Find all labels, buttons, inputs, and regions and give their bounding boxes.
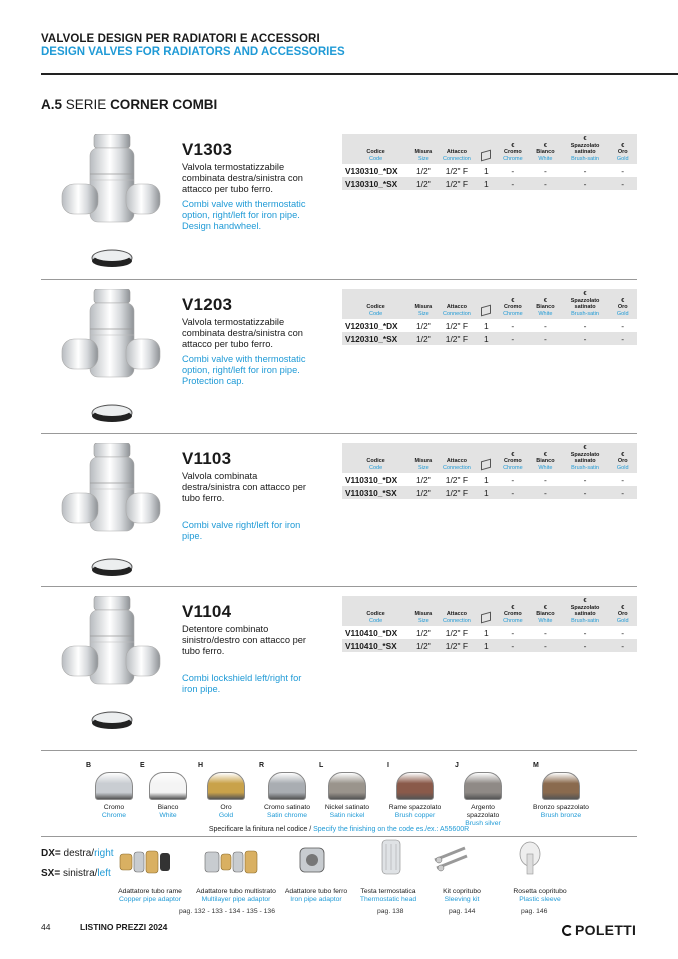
col-code: Codice Code <box>342 289 409 319</box>
row-oro: - <box>608 177 637 190</box>
finish-name-en: Chrome <box>101 812 127 819</box>
product-code: V1303 <box>182 140 233 159</box>
finish-name-en: Satin chrome <box>266 812 308 819</box>
valve-image <box>60 443 170 583</box>
finish-name-it: Rame spazzolato <box>388 804 442 811</box>
row-bianco: - <box>529 639 562 652</box>
row-cromo: - <box>497 332 530 345</box>
row-code: V110310_*SX <box>342 486 409 499</box>
finish-name-en: White <box>159 812 177 819</box>
row-bianco: - <box>543 474 547 485</box>
product-description-en: Combi valve with thermostatic option, right/left for iron pipe. Design handwheel. <box>182 199 306 231</box>
row-code: V110410_*DX <box>345 627 398 638</box>
row-cromo: - <box>511 165 515 176</box>
finish-cap <box>542 772 580 800</box>
accessory-name-en: Thermostatic head <box>359 896 417 903</box>
col-cromo: € Cromo Chrome <box>497 443 530 473</box>
finish-name-en: Satin nickel <box>329 812 365 819</box>
product-description-it: Valvola termostatizzabile combinata destra/sinistra con attacco per tubo ferro. <box>182 317 303 349</box>
row-qty: 1 <box>476 639 496 652</box>
header-divider <box>41 73 678 75</box>
dx-legend: DX= destra/right <box>41 848 114 859</box>
row-code: V130310_*SX <box>342 177 409 190</box>
row-spazzolato: - <box>562 177 609 190</box>
finish-note: Specificare la finitura nel codice / Specify the finishing on the code es./ex.: A55600R <box>208 826 470 833</box>
col-cromo: € Cromo Chrome <box>497 289 530 319</box>
product-description-en: Combi valve right/left for iron pipe. <box>182 520 301 541</box>
page-number: 44 <box>41 922 51 932</box>
finish-name-it: Bianco <box>157 804 179 811</box>
row-size: 1/2" <box>415 165 431 176</box>
price-table <box>342 596 637 652</box>
finish-letter: R <box>259 762 265 769</box>
footer-title: LISTINO PREZZI 2024 <box>80 922 168 932</box>
table-row <box>342 486 637 499</box>
accessory-name-it: Adattatore tubo ferro <box>284 888 348 895</box>
row-spazzolato: - <box>583 474 587 485</box>
finish-name-it: Cromo satinato <box>263 804 311 811</box>
finish-name-en: Gold <box>218 812 234 819</box>
row-spazzolato: - <box>583 627 587 638</box>
row-bianco: - <box>543 320 547 331</box>
col-pack <box>476 289 496 319</box>
col-bianco: € Bianco White <box>529 443 562 473</box>
box-icon <box>481 304 491 316</box>
finish-swatch <box>86 762 142 820</box>
finish-name-it: Cromo <box>103 804 125 811</box>
row-connection: 1/2" F <box>438 177 477 190</box>
valve-image <box>60 289 170 429</box>
page-ref-sleeve: pag. 146 <box>521 908 548 915</box>
row-connection: 1/2" F <box>438 332 477 345</box>
finish-swatch <box>533 762 589 820</box>
price-table <box>342 134 637 190</box>
row-bianco: - <box>529 332 562 345</box>
row-code: V120310_*SX <box>342 332 409 345</box>
row-size: 1/2" <box>415 320 431 331</box>
finish-name-it: Argento spazzolato <box>466 804 500 819</box>
finish-cap <box>149 772 187 800</box>
finish-swatch <box>140 762 196 820</box>
row-qty: 1 <box>476 332 496 345</box>
col-connection: Attacco Connection <box>438 289 477 319</box>
row-cromo: - <box>497 639 530 652</box>
row-qty: 1 <box>476 486 496 499</box>
col-size: Misura Size <box>409 289 437 319</box>
finish-name-it: Nickel satinato <box>324 804 370 811</box>
sleeving-kit-image <box>435 848 467 871</box>
table-row <box>342 319 637 332</box>
col-oro: € Oro Gold <box>608 134 637 164</box>
accessories-divider <box>41 836 637 837</box>
accessory-name-it: Testa termostatica <box>360 888 416 895</box>
accessory-images <box>110 840 360 880</box>
accessory-item <box>500 888 580 904</box>
finish-cap <box>268 772 306 800</box>
col-pack <box>476 134 496 164</box>
product-divider <box>41 279 637 280</box>
row-qty: 1 <box>484 320 489 331</box>
row-size: 1/2" <box>415 474 431 485</box>
row-cromo: - <box>511 320 515 331</box>
finish-name-en: Brush copper <box>394 812 436 819</box>
header-title-en: DESIGN VALVES FOR RADIATORS AND ACCESSORIES <box>41 46 345 58</box>
finish-letter: M <box>533 762 539 769</box>
row-connection: 1/2" F <box>445 320 469 331</box>
row-bianco: - <box>543 165 547 176</box>
col-cromo: € Cromo Chrome <box>497 596 530 626</box>
multilayer-adaptor-image <box>205 851 257 873</box>
col-oro: € Oro Gold <box>608 443 637 473</box>
valve-image <box>60 134 170 274</box>
row-code: V110310_*DX <box>345 474 398 485</box>
product-divider <box>41 433 637 434</box>
iron-adaptor-image <box>300 848 324 872</box>
product-description-it: Valvola combinata destra/sinistra con attacco per tubo ferro. <box>182 471 307 503</box>
accessory-item <box>192 888 280 904</box>
row-oro: - <box>621 165 625 176</box>
row-connection: 1/2" F <box>445 165 469 176</box>
row-qty: 1 <box>476 177 496 190</box>
product-description-it: Valvola termostatizzabile combinata destra/sinistra con attacco per tubo ferro. <box>182 162 303 194</box>
row-size: 1/2" <box>409 639 437 652</box>
col-code: Codice Code <box>342 596 409 626</box>
col-cromo: € Cromo Chrome <box>497 134 530 164</box>
poletti-logo-icon <box>562 925 573 936</box>
row-spazzolato: - <box>583 165 587 176</box>
col-connection: Attacco Connection <box>438 596 477 626</box>
col-connection: Attacco Connection <box>438 134 477 164</box>
row-cromo: - <box>497 177 530 190</box>
col-pack <box>476 596 496 626</box>
row-spazzolato: - <box>583 320 587 331</box>
finish-name-en: Brush silver <box>465 820 501 827</box>
thermostatic-head-image <box>382 840 400 874</box>
accessory-name-it: Adattatore tubo multistrato <box>196 888 276 895</box>
row-oro: - <box>608 639 637 652</box>
row-size: 1/2" <box>409 486 437 499</box>
col-pack <box>476 443 496 473</box>
copper-adaptor-image <box>120 851 170 873</box>
col-bianco: € Bianco White <box>529 289 562 319</box>
finish-letter: B <box>86 762 92 769</box>
row-connection: 1/2" F <box>438 486 477 499</box>
accessory-item <box>110 888 190 904</box>
product-code: V1203 <box>182 295 233 314</box>
page-ref-adaptors: pag. 132 - 133 - 134 - 135 - 136 <box>179 908 275 915</box>
col-connection: Attacco Connection <box>438 443 477 473</box>
accessory-name-en: Multilayer pipe adaptor <box>201 896 271 903</box>
col-oro: € Oro Gold <box>608 596 637 626</box>
finish-swatch <box>455 762 511 828</box>
col-size: Misura Size <box>409 134 437 164</box>
accessory-name-en: Plastic sleeve <box>519 896 561 903</box>
row-connection: 1/2" F <box>438 639 477 652</box>
row-size: 1/2" <box>415 627 431 638</box>
plastic-sleeve-image <box>520 842 540 874</box>
accessory-name-en: Iron pipe adaptor <box>290 896 342 903</box>
row-spazzolato: - <box>562 639 609 652</box>
accessory-item <box>280 888 352 904</box>
finish-name-it: Bronzo spazzolato <box>533 804 589 811</box>
product-description-it: Detentore combinato sinistro/destro con attacco per tubo ferro. <box>182 624 307 656</box>
finish-swatch <box>387 762 443 820</box>
row-size: 1/2" <box>409 332 437 345</box>
row-cromo: - <box>511 627 515 638</box>
finish-cap <box>328 772 366 800</box>
finishes-divider <box>41 750 637 751</box>
row-spazzolato: - <box>562 486 609 499</box>
finish-letter: H <box>198 762 204 769</box>
col-bianco: € Bianco White <box>529 134 562 164</box>
brand-logo: POLETTI <box>562 922 636 938</box>
product-description-en: Combi lockshield left/right for iron pipe. <box>182 673 302 694</box>
price-table <box>342 443 637 499</box>
row-bianco: - <box>543 627 547 638</box>
col-oro: € Oro Gold <box>608 289 637 319</box>
product-divider <box>41 586 637 587</box>
product-description-en: Combi valve with thermostatic option, right/left for iron pipe. Protection cap. <box>182 354 306 386</box>
row-cromo: - <box>511 474 515 485</box>
finish-cap <box>396 772 434 800</box>
box-icon <box>481 149 491 161</box>
row-qty: 1 <box>484 474 489 485</box>
row-oro: - <box>621 320 625 331</box>
row-code: V110410_*SX <box>342 639 409 652</box>
table-row <box>342 332 637 345</box>
finish-cap <box>464 772 502 800</box>
row-code: V130310_*DX <box>345 165 398 176</box>
accessory-name-en: Copper pipe adaptor <box>119 896 181 903</box>
row-oro: - <box>608 332 637 345</box>
page-ref-head: pag. 138 <box>377 908 404 915</box>
row-qty: 1 <box>484 165 489 176</box>
product-code: V1104 <box>182 602 232 621</box>
valve-image <box>60 596 170 736</box>
row-oro: - <box>608 486 637 499</box>
finish-name-it: Oro <box>220 804 232 811</box>
section-title: A.5 SERIE CORNER COMBI <box>41 97 218 112</box>
finish-letter: L <box>319 762 324 769</box>
table-row <box>342 177 637 190</box>
col-size: Misura Size <box>409 596 437 626</box>
col-code: Codice Code <box>342 443 409 473</box>
row-code: V120310_*DX <box>345 320 398 331</box>
price-table <box>342 289 637 345</box>
finish-cap <box>95 772 133 800</box>
finish-swatch <box>198 762 254 820</box>
accessory-name-it: Kit copritubo <box>443 888 481 895</box>
row-cromo: - <box>497 486 530 499</box>
table-row <box>342 473 637 486</box>
finish-name-en: Brush bronze <box>540 812 582 819</box>
finish-swatch <box>319 762 375 820</box>
col-spazzolato: € Spazzolato satinato Brush-satin <box>562 596 609 626</box>
finish-letter: I <box>387 762 389 769</box>
box-icon <box>481 611 491 623</box>
finish-swatch <box>259 762 315 820</box>
col-spazzolato: € Spazzolato satinato Brush-satin <box>562 443 609 473</box>
row-connection: 1/2" F <box>445 627 469 638</box>
box-icon <box>481 458 491 470</box>
finish-letter: E <box>140 762 145 769</box>
table-row <box>342 626 637 639</box>
col-bianco: € Bianco White <box>529 596 562 626</box>
finish-cap <box>207 772 245 800</box>
col-spazzolato: € Spazzolato satinato Brush-satin <box>562 289 609 319</box>
row-connection: 1/2" F <box>445 474 469 485</box>
row-qty: 1 <box>484 627 489 638</box>
col-size: Misura Size <box>409 443 437 473</box>
row-bianco: - <box>529 486 562 499</box>
table-row <box>342 164 637 177</box>
col-spazzolato: € Spazzolato satinato Brush-satin <box>562 134 609 164</box>
accessory-item <box>353 888 423 904</box>
row-size: 1/2" <box>409 177 437 190</box>
accessory-images-2 <box>370 838 570 883</box>
row-spazzolato: - <box>562 332 609 345</box>
col-code: Codice Code <box>342 134 409 164</box>
row-oro: - <box>621 627 625 638</box>
sx-legend: SX= sinistra/left <box>41 868 111 879</box>
header-title-it: VALVOLE DESIGN PER RADIATORI E ACCESSORI <box>41 33 320 45</box>
accessory-name-en: Sleeving kit <box>444 896 480 903</box>
row-oro: - <box>621 474 625 485</box>
accessory-name-it: Rosetta copritubo <box>513 888 567 895</box>
table-row <box>342 639 637 652</box>
row-bianco: - <box>529 177 562 190</box>
product-code: V1103 <box>182 449 232 468</box>
finish-letter: J <box>455 762 459 769</box>
page-ref-kit: pag. 144 <box>449 908 476 915</box>
accessory-item <box>432 888 492 904</box>
accessory-name-it: Adattatore tubo rame <box>118 888 182 895</box>
